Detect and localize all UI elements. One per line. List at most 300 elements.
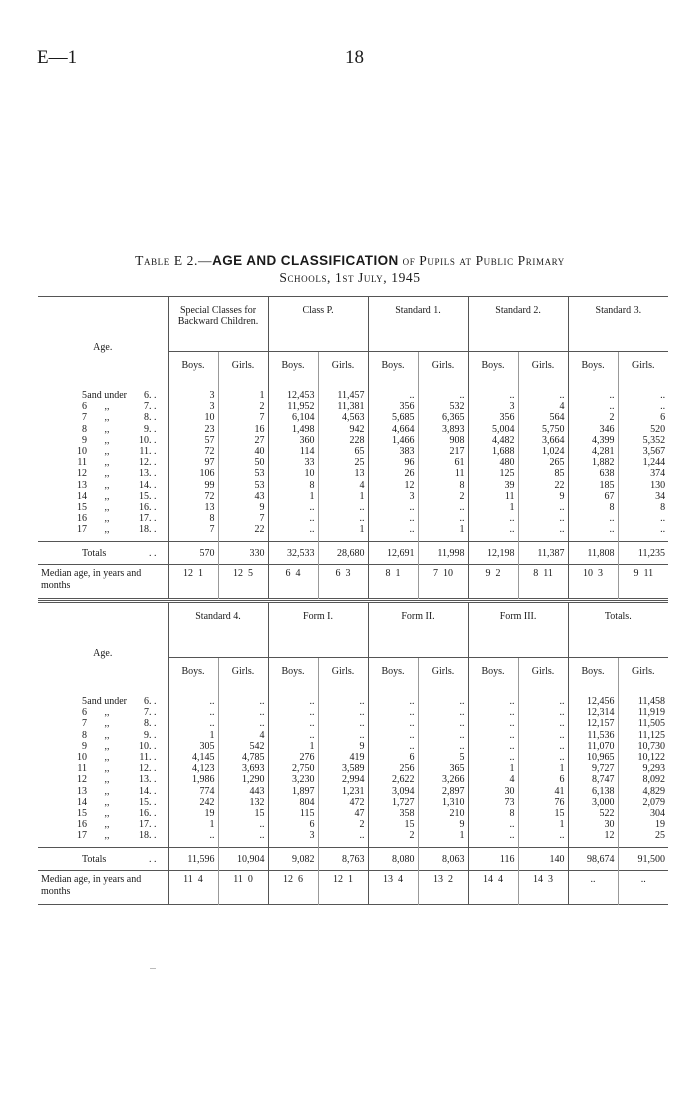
value-cell: 12,456	[568, 686, 618, 707]
value-cell: 3,094	[368, 786, 418, 797]
value-cell: 1	[268, 741, 318, 752]
girls-header: Girls.	[618, 658, 668, 687]
value-cell: 304	[618, 808, 668, 819]
value-cell: 2,622	[368, 774, 418, 785]
value-cell: 542	[218, 741, 268, 752]
value-cell: ..	[368, 707, 418, 718]
age-cell	[38, 380, 168, 401]
value-cell: 480	[468, 457, 518, 468]
age-from: 9	[82, 434, 87, 446]
median-cell: 13 2	[418, 871, 468, 905]
age-cell	[38, 446, 168, 457]
median-cell: 12 1	[168, 565, 218, 599]
age-leader-dots: . .	[149, 707, 157, 719]
age-cell	[38, 468, 168, 479]
median-cell: 11 4	[168, 871, 218, 905]
value-cell: ..	[518, 730, 568, 741]
value-cell: 11,458	[618, 686, 668, 707]
value-cell: ..	[518, 513, 568, 524]
median-cell: 14 3	[518, 871, 568, 905]
table-row	[38, 412, 668, 423]
value-cell: 1	[168, 730, 218, 741]
value-cell: 1	[418, 524, 468, 542]
value-cell: 774	[168, 786, 218, 797]
classification-table-upper	[38, 296, 668, 599]
girls-header: Girls.	[218, 352, 268, 381]
value-cell: 4	[218, 730, 268, 741]
table-row	[38, 480, 668, 491]
table-body	[38, 686, 668, 848]
age-column-header: Age.	[93, 647, 113, 659]
age-leader-dots: . .	[149, 423, 157, 435]
group-header: Standard 1.	[368, 297, 468, 352]
age-from: 16	[77, 819, 87, 831]
group-header: Standard 4.	[168, 602, 268, 658]
value-cell: 85	[518, 468, 568, 479]
total-cell: 12,691	[368, 542, 418, 565]
boys-header: Boys.	[568, 658, 618, 687]
table-row	[38, 741, 668, 752]
value-cell: 5,004	[468, 424, 518, 435]
age-leader-dots: . .	[149, 513, 157, 525]
total-cell: 11,998	[418, 542, 468, 565]
value-cell: 4,785	[218, 752, 268, 763]
value-cell: 30	[468, 786, 518, 797]
table-title-bold: AGE AND CLASSIFICATION	[212, 253, 399, 268]
age-cell	[38, 819, 168, 830]
value-cell: 1,466	[368, 435, 418, 446]
boys-header: Boys.	[468, 658, 518, 687]
boys-header: Boys.	[268, 352, 318, 381]
age-cell	[38, 524, 168, 542]
value-cell: ..	[518, 707, 568, 718]
table-row	[38, 707, 668, 718]
value-cell: ..	[368, 380, 418, 401]
age-lead: and under	[87, 696, 127, 707]
group-header: Form I.	[268, 602, 368, 658]
age-ditto: ,,	[104, 468, 110, 480]
age-cell	[38, 412, 168, 423]
age-leader-dots: . .	[149, 501, 157, 513]
value-cell: ..	[368, 502, 418, 513]
age-to: 17	[139, 513, 149, 525]
table-row	[38, 808, 668, 819]
value-cell: 96	[368, 457, 418, 468]
median-cell: 12 6	[268, 871, 318, 905]
girls-header: Girls.	[318, 352, 368, 381]
age-from: 8	[82, 729, 87, 741]
totals-text: Totals	[82, 853, 107, 865]
age-to: 8	[144, 412, 149, 424]
value-cell: 265	[518, 457, 568, 468]
girls-header: Girls.	[318, 658, 368, 687]
value-cell: 6	[618, 412, 668, 423]
value-cell: ..	[568, 524, 618, 542]
value-cell: 6,365	[418, 412, 468, 423]
value-cell: 1,727	[368, 797, 418, 808]
value-cell: 1,024	[518, 446, 568, 457]
age-leader-dots: . .	[149, 751, 157, 763]
value-cell: ..	[518, 741, 568, 752]
table-row	[38, 401, 668, 412]
girls-header: Girls.	[518, 352, 568, 381]
total-cell: 91,500	[618, 848, 668, 871]
value-cell: 22	[218, 524, 268, 542]
group-header: Special Classes for Backward Children.	[168, 297, 268, 352]
age-cell	[38, 424, 168, 435]
value-cell: 360	[268, 435, 318, 446]
value-cell: 365	[418, 763, 468, 774]
value-cell: 1	[468, 502, 518, 513]
age-ditto: ,,	[104, 490, 110, 502]
value-cell: 11,070	[568, 741, 618, 752]
age-ditto: ,,	[104, 434, 110, 446]
median-cell: ..	[568, 871, 618, 905]
value-cell: 3,893	[418, 424, 468, 435]
value-cell: 532	[418, 401, 468, 412]
value-cell: 1,688	[468, 446, 518, 457]
totals-label	[38, 848, 168, 871]
value-cell: 11,952	[268, 401, 318, 412]
age-leader-dots: . .	[149, 457, 157, 469]
value-cell: ..	[518, 524, 568, 542]
value-cell: 1	[518, 763, 568, 774]
value-cell: 8	[418, 480, 468, 491]
age-to: 7	[144, 707, 149, 719]
value-cell: 520	[618, 424, 668, 435]
girls-header: Girls.	[418, 352, 468, 381]
value-cell: 11,457	[318, 380, 368, 401]
value-cell: 73	[468, 797, 518, 808]
value-cell: ..	[418, 718, 468, 729]
value-cell: ..	[418, 502, 468, 513]
boys-header: Boys.	[468, 352, 518, 381]
value-cell: ..	[218, 718, 268, 729]
value-cell: 11	[418, 468, 468, 479]
age-cell	[38, 513, 168, 524]
age-ditto: ,,	[104, 513, 110, 525]
age-ditto: ,,	[104, 501, 110, 513]
value-cell: ..	[418, 686, 468, 707]
value-cell: ..	[518, 502, 568, 513]
median-cell: 12 5	[218, 565, 268, 599]
value-cell: 3	[468, 401, 518, 412]
group-header-row	[38, 602, 668, 658]
value-cell: ..	[468, 741, 518, 752]
value-cell: ..	[218, 707, 268, 718]
value-cell: 12,157	[568, 718, 618, 729]
value-cell: 33	[268, 457, 318, 468]
total-cell: 11,387	[518, 542, 568, 565]
age-lead: and under	[87, 390, 127, 401]
table-row	[38, 786, 668, 797]
value-cell: ..	[418, 707, 468, 718]
age-from: 16	[77, 513, 87, 525]
age-to: 6	[144, 390, 149, 401]
value-cell: 242	[168, 797, 218, 808]
table-row	[38, 830, 668, 848]
table-row	[38, 774, 668, 785]
age-to: 9	[144, 423, 149, 435]
age-cell	[38, 707, 168, 718]
table-footer	[38, 848, 668, 905]
value-cell: 11,381	[318, 401, 368, 412]
age-leader-dots: . .	[149, 390, 157, 401]
table-header	[38, 297, 668, 381]
age-to: 14	[139, 479, 149, 491]
age-ditto: ,,	[104, 751, 110, 763]
value-cell: 1	[318, 524, 368, 542]
value-cell: ..	[318, 730, 368, 741]
value-cell: 11,505	[618, 718, 668, 729]
value-cell: ..	[368, 524, 418, 542]
value-cell: 6	[368, 752, 418, 763]
value-cell: ..	[268, 513, 318, 524]
value-cell: ..	[518, 752, 568, 763]
median-cell: 9 11	[618, 565, 668, 599]
age-to: 15	[139, 796, 149, 808]
age-to: 16	[139, 807, 149, 819]
value-cell: 4,664	[368, 424, 418, 435]
age-cell	[38, 741, 168, 752]
value-cell: 4	[318, 480, 368, 491]
age-cell	[38, 752, 168, 763]
value-cell: 15	[368, 819, 418, 830]
value-cell: 7	[168, 524, 218, 542]
value-cell: 256	[368, 763, 418, 774]
value-cell: 3,693	[218, 763, 268, 774]
value-cell: ..	[368, 686, 418, 707]
value-cell: 53	[218, 480, 268, 491]
value-cell: ..	[268, 718, 318, 729]
value-cell: 4,563	[318, 412, 368, 423]
table-row	[38, 457, 668, 468]
value-cell: ..	[468, 752, 518, 763]
age-to: 11	[139, 751, 149, 763]
age-from: 7	[82, 412, 87, 424]
totals-text: Totals	[82, 547, 107, 559]
age-ditto: ,,	[104, 763, 110, 775]
value-cell: 115	[268, 808, 318, 819]
age-ditto: ,,	[104, 707, 110, 719]
value-cell: ..	[318, 513, 368, 524]
value-cell: 15	[218, 808, 268, 819]
median-cell: 13 4	[368, 871, 418, 905]
total-cell: 570	[168, 542, 218, 565]
value-cell: ..	[618, 401, 668, 412]
total-cell: 9,082	[268, 848, 318, 871]
value-cell: 1,231	[318, 786, 368, 797]
table-title-prefix: Table E 2.—	[135, 253, 213, 268]
value-cell: 12,453	[268, 380, 318, 401]
value-cell: ..	[518, 718, 568, 729]
age-from: 5	[82, 696, 87, 707]
value-cell: ..	[468, 730, 518, 741]
value-cell: 19	[618, 819, 668, 830]
value-cell: 4	[468, 774, 518, 785]
value-cell: 1	[218, 380, 268, 401]
age-leader-dots: . .	[149, 796, 157, 808]
table-row	[38, 797, 668, 808]
value-cell: 6	[518, 774, 568, 785]
boys-header: Boys.	[168, 352, 218, 381]
table-title	[20, 253, 680, 269]
median-cell: 10 3	[568, 565, 618, 599]
value-cell: 1	[318, 491, 368, 502]
table-row	[38, 730, 668, 741]
value-cell: 2,079	[618, 797, 668, 808]
value-cell: ..	[168, 830, 218, 848]
value-cell: ..	[568, 513, 618, 524]
total-cell: 116	[468, 848, 518, 871]
age-leader-dots: . .	[149, 763, 157, 775]
value-cell: ..	[318, 686, 368, 707]
value-cell: ..	[468, 513, 518, 524]
total-cell: 8,063	[418, 848, 468, 871]
median-cell: 7 10	[418, 565, 468, 599]
value-cell: ..	[468, 380, 518, 401]
total-cell: 140	[518, 848, 568, 871]
age-leader-dots: . .	[149, 819, 157, 831]
value-cell: ..	[618, 524, 668, 542]
value-cell: 564	[518, 412, 568, 423]
age-ditto: ,,	[104, 807, 110, 819]
median-row	[38, 565, 668, 599]
value-cell: 346	[568, 424, 618, 435]
median-cell: 8 1	[368, 565, 418, 599]
median-cell: 12 1	[318, 871, 368, 905]
age-cell	[38, 491, 168, 502]
value-cell: 4,145	[168, 752, 218, 763]
value-cell: 1,986	[168, 774, 218, 785]
age-to: 13	[139, 774, 149, 786]
value-cell: 3	[268, 830, 318, 848]
value-cell: 41	[518, 786, 568, 797]
age-ditto: ,,	[104, 796, 110, 808]
value-cell: 5	[418, 752, 468, 763]
value-cell: 12	[368, 480, 418, 491]
value-cell: 1	[518, 819, 568, 830]
age-ditto: ,,	[104, 457, 110, 469]
value-cell: 4,399	[568, 435, 618, 446]
value-cell: 3,567	[618, 446, 668, 457]
value-cell: 11	[468, 491, 518, 502]
age-leader-dots: . .	[149, 729, 157, 741]
age-ditto: ,,	[104, 819, 110, 831]
value-cell: 8	[468, 808, 518, 819]
age-from: 5	[82, 390, 87, 401]
value-cell: 39	[468, 480, 518, 491]
total-cell: 11,235	[618, 542, 668, 565]
table-row	[38, 513, 668, 524]
value-cell: 57	[168, 435, 218, 446]
value-cell: 12,314	[568, 707, 618, 718]
table-row	[38, 435, 668, 446]
value-cell: ..	[318, 830, 368, 848]
value-cell: 228	[318, 435, 368, 446]
value-cell: 2	[368, 830, 418, 848]
age-cell	[38, 730, 168, 741]
age-leader-dots: . .	[149, 445, 157, 457]
value-cell: 7	[218, 412, 268, 423]
value-cell: 25	[618, 830, 668, 848]
value-cell: 3,589	[318, 763, 368, 774]
table-header	[38, 602, 668, 687]
totals-label	[38, 542, 168, 565]
value-cell: ..	[418, 513, 468, 524]
value-cell: ..	[368, 730, 418, 741]
value-cell: 942	[318, 424, 368, 435]
age-from: 11	[77, 457, 87, 469]
age-leader-dots: . .	[149, 401, 157, 413]
value-cell: 10,730	[618, 741, 668, 752]
age-leader-dots: . .	[149, 434, 157, 446]
value-cell: 10,122	[618, 752, 668, 763]
value-cell: 67	[568, 491, 618, 502]
age-leader-dots: . .	[149, 740, 157, 752]
value-cell: 11,125	[618, 730, 668, 741]
age-to: 17	[139, 819, 149, 831]
value-cell: 72	[168, 446, 218, 457]
value-cell: 374	[618, 468, 668, 479]
age-to: 16	[139, 501, 149, 513]
age-cell	[38, 830, 168, 848]
age-cell	[38, 435, 168, 446]
table-row	[38, 424, 668, 435]
value-cell: 1,290	[218, 774, 268, 785]
age-leader-dots: . .	[149, 524, 157, 536]
value-cell: ..	[368, 513, 418, 524]
value-cell: 114	[268, 446, 318, 457]
value-cell: 6	[268, 819, 318, 830]
median-cell: 11 0	[218, 871, 268, 905]
value-cell: 23	[168, 424, 218, 435]
value-cell: 27	[218, 435, 268, 446]
value-cell: 1	[468, 763, 518, 774]
value-cell: ..	[418, 380, 468, 401]
total-cell: 11,808	[568, 542, 618, 565]
median-label: Median age, in years and months	[38, 871, 168, 905]
value-cell: 132	[218, 797, 268, 808]
value-cell: 443	[218, 786, 268, 797]
age-ditto: ,,	[104, 830, 110, 842]
age-leader-dots: . .	[149, 774, 157, 786]
age-leader-dots: . .	[149, 718, 157, 730]
total-cell: 28,680	[318, 542, 368, 565]
value-cell: 4	[518, 401, 568, 412]
age-from: 8	[82, 423, 87, 435]
age-to: 8	[144, 718, 149, 730]
age-ditto: ,,	[104, 479, 110, 491]
value-cell: 8	[568, 502, 618, 513]
girls-header: Girls.	[618, 352, 668, 381]
median-label: Median age, in years and months	[38, 565, 168, 599]
value-cell: 97	[168, 457, 218, 468]
age-leader-dots: . .	[149, 696, 157, 707]
girls-header: Girls.	[418, 658, 468, 687]
age-ditto: ,,	[104, 740, 110, 752]
value-cell: ..	[618, 380, 668, 401]
group-header: Standard 3.	[568, 297, 668, 352]
age-ditto: ,,	[104, 718, 110, 730]
value-cell: ..	[218, 819, 268, 830]
value-cell: ..	[468, 830, 518, 848]
value-cell: 5,685	[368, 412, 418, 423]
age-cell	[38, 797, 168, 808]
value-cell: 11,536	[568, 730, 618, 741]
age-cell	[38, 401, 168, 412]
age-from: 17	[77, 830, 87, 842]
